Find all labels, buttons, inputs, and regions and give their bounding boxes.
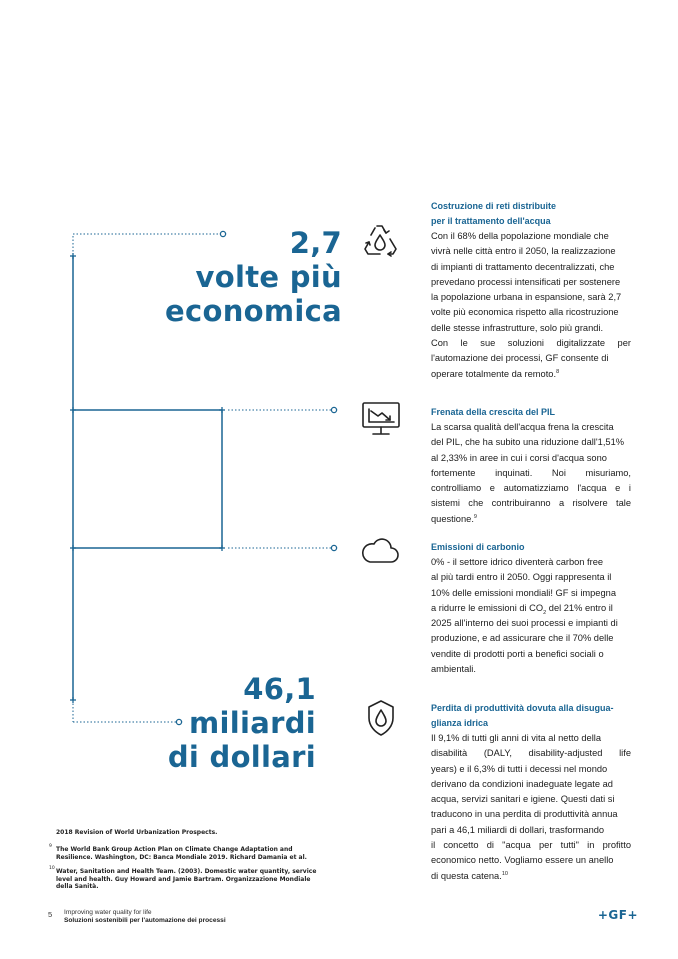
- stat-label-1: volte più: [195, 260, 342, 294]
- footer-line-1: Improving water quality for life: [64, 909, 152, 916]
- cloud-icon: [360, 532, 400, 572]
- water-drop-shield-icon: [361, 698, 401, 738]
- section-emissioni-carbonio: [431, 540, 631, 677]
- stat-46-1-miliardi: [168, 672, 316, 774]
- gf-logo: +GF+: [597, 908, 638, 922]
- stat-label-1: miliardi: [188, 706, 316, 740]
- section-title: Emissioni di carbonio: [431, 542, 525, 552]
- footer-line-2: Soluzioni sostenibili per l'automazione dei processi: [64, 917, 226, 924]
- stat-label-2: economica: [165, 294, 342, 328]
- footnote-ref: 9: [473, 513, 477, 520]
- co2-subscript: 2: [543, 609, 547, 616]
- footnote-ref: 8: [556, 368, 560, 375]
- section-body: Il 9,1% di tutti gli anni di vita al netto della disabilità (DALY, disability-adjusted life years) e il 6,3% di tutti i decessi nel mondo derivano da condizioni inadeguate legate ad acqua, servizi sanitari e igiene. Questi dati si traducono in una perdita di produttività annua pari a 46,1 miliardi di dollari, trasformando il concetto di "acqua per tutti" in profitto economico netto. Vogliamo essere un anello di questa catena.$^{10}$: [431, 733, 631, 881]
- section-reti-distribuite: [431, 199, 631, 382]
- section-crescita-pil: [431, 405, 631, 527]
- chart-decline-monitor-icon: [361, 399, 401, 439]
- section-title: Costruzione di reti distribuite per il trattamento dell'acqua: [431, 201, 557, 226]
- section-perdita-produttivita: [431, 701, 631, 884]
- footer-title: [64, 909, 226, 925]
- section-body: Con il 68% della popolazione mondiale che vivrà nelle città entro il 2050, la realizzazione di impianti di trattamento decentralizzati, che prevedano processi intensificati per sostenere la popolazione urbana in espansione, sarà 2,7 volte più economica rispetto alla ricostruzione delle stesse infrastrutture, solo più grandi. Con le sue soluzioni digitalizzate per l'automazione dei processi, GF consente di operare totalmente da remoto.$^8$: [431, 231, 631, 379]
- section-title: Perdita di produttività dovuta alla disugua- glianza idrica: [431, 703, 614, 728]
- footnote-10: 10 Water, Sanitation and Health Team. (2003). Domestic water quantity, service level and health. Guy Howard and Jamie Bartram. Organizzazione Mondiale della Sanità.: [49, 866, 317, 890]
- section-body: La scarsa qualità dell'acqua frena la crescita del PIL, che ha subito una riduzione dall'1,51% al 2,33% in aree in cui i corsi d'acqua sono fortemente inquinati. Noi misuriamo, controlliamo e automatizziamo l'acqua e i sistemi che contribuiranno a risolvere tale questione.$^9$: [431, 422, 631, 524]
- section-title: Frenata della crescita del PIL: [431, 407, 556, 417]
- stat-value: 2,7: [289, 226, 342, 260]
- footnote-9: 9 The World Bank Group Action Plan on Climate Change Adaptation and Resilience. Washington, DC: Banca Mondiale 2019. Richard Damania et al.: [49, 844, 307, 861]
- page-number: 5: [48, 910, 53, 919]
- stat-2-7-economica: [165, 226, 342, 328]
- footnote-ref: 10: [501, 870, 508, 877]
- footnote-8: 2018 Revision of World Urbanization Prospects.: [56, 829, 218, 836]
- water-recycle-icon: [360, 222, 400, 262]
- stat-value: 46,1: [243, 672, 316, 706]
- section-body: 0% - il settore idrico diventerà carbon free al più tardi entro il 2050. Oggi rappresenta il 10% delle emissioni mondiali! GF si impegna a ridurre le emissioni di $CO_2$ del 21% entro il 2025 all'interno dei suoi processi e impianti di produzione, e ad assicurare che il 70% delle vendite di prodotti porti a benefici sociali o ambientali.: [431, 557, 618, 675]
- stat-label-2: di dollari: [167, 740, 316, 774]
